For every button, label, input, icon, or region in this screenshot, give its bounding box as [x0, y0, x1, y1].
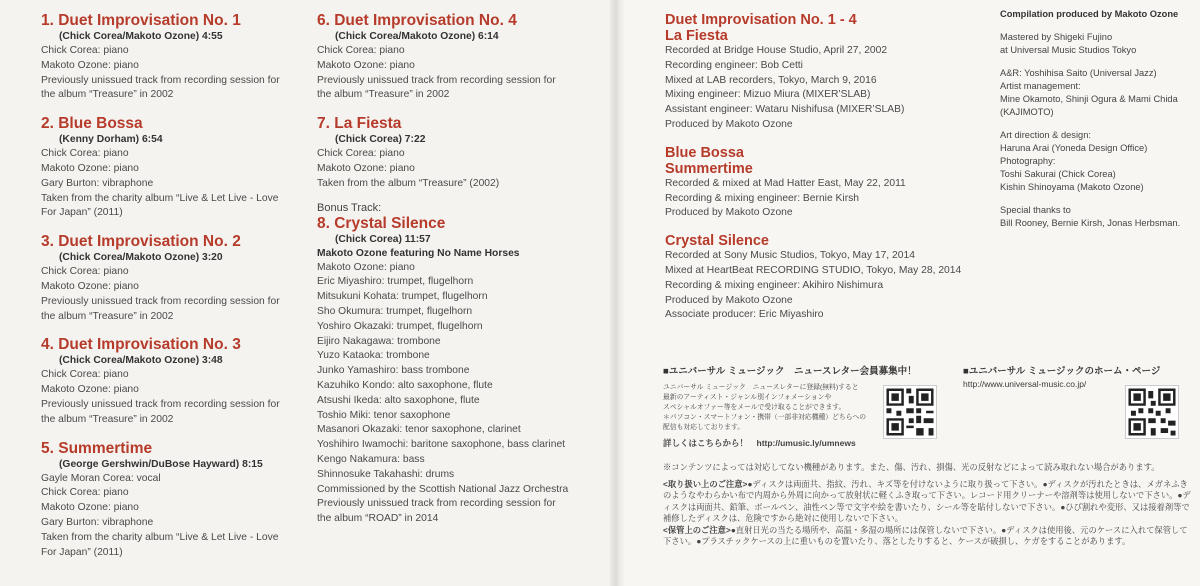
- handling-heading: <取り扱い上のご注意>: [663, 478, 748, 489]
- track-personnel-line: Chick Corea: piano: [41, 45, 129, 56]
- recording-detail: Recording & mixing engineer: Bernie Kirsh: [665, 192, 860, 204]
- recording-detail: Produced by Makoto Ozone: [665, 294, 793, 306]
- track-personnel-line: Chick Corea: piano: [317, 148, 405, 160]
- recording-detail: Mixed at HeartBeat RECORDING STUDIO, Tokyo, May 28, 2014: [665, 264, 962, 276]
- recording-title: Blue Bossa: [665, 144, 744, 161]
- track-composer: (Kenny Dorham) 6:54: [59, 134, 163, 146]
- credit-spacer: [1000, 194, 1195, 204]
- credit-line: Mastered by Shigeki Fujino: [1000, 32, 1113, 42]
- track-personnel-line: Makoto Ozone: piano: [317, 261, 415, 273]
- track-title: 5. Summertime: [41, 439, 153, 457]
- recording-info: [665, 12, 980, 335]
- recording-detail: Recording engineer: Bob Cetti: [665, 59, 803, 71]
- credit-line: Bill Rooney, Bernie Kirsh, Jonas Herbsman.: [1000, 218, 1181, 228]
- track-personnel-line: Taken from the album “Treasure” (2002): [317, 177, 500, 189]
- ensemble-name: Makoto Ozone featuring No Name Horses: [317, 247, 520, 259]
- track-title: 4. Duet Improvisation No. 3: [41, 336, 241, 354]
- recording-detail: Recorded & mixed at Mad Hatter East, May 22, 2011: [665, 177, 906, 189]
- track-personnel-line: Previously unissued track from recording session for: [41, 74, 280, 86]
- track-personnel-line: Gary Burton: vibraphone: [41, 177, 154, 189]
- track-composer: (Chick Corea/Makoto Ozone) 6:14: [335, 31, 499, 42]
- track-personnel-line: Previously unissued track from recording session for: [317, 498, 556, 510]
- recording-title: Summertime: [665, 160, 753, 177]
- track-composer: (Chick Corea) 7:22: [335, 134, 426, 146]
- track-personnel-line: Makoto Ozone: piano: [317, 162, 415, 174]
- track-personnel-line: the album “Treasure” in 2002: [41, 89, 174, 101]
- tracklist-column-1: [41, 12, 303, 572]
- credit-group: [1000, 129, 1195, 194]
- newsletter-line: ユニバーサル ミュージック ニュースレターに登録(無料)すると: [663, 384, 859, 391]
- recording-block: [665, 145, 980, 221]
- track-personnel-line: Kengo Nakamura: bass: [317, 453, 425, 465]
- track-personnel-line: Chick Corea: piano: [41, 487, 129, 499]
- recording-title: Duet Improvisation No. 1 - 4: [665, 12, 857, 28]
- track-personnel-line: Makoto Ozone: piano: [41, 280, 139, 292]
- track-personnel-line: Sho Okumura: trumpet, flugelhorn: [317, 305, 473, 317]
- recording-block: [665, 233, 980, 323]
- track-composer: (Chick Corea) 11:57: [335, 233, 431, 245]
- bonus-label: Bonus Track:: [317, 201, 382, 214]
- credit-line: Art direction & design:: [1000, 130, 1091, 140]
- track-title: 2. Blue Bossa: [41, 115, 143, 133]
- track-personnel-line: Taken from the charity album “Live & Let Live - Love: [41, 531, 279, 543]
- credit-line: at Universal Music Studios Tokyo: [1000, 45, 1137, 55]
- recording-detail: Produced by Makoto Ozone: [665, 207, 793, 219]
- credit-line: A&R: Yoshihisa Saito (Universal Jazz): [1000, 68, 1157, 78]
- track-personnel-line: Mitsukuni Kohata: trumpet, flugelhorn: [317, 291, 488, 303]
- recording-detail: Mixed at LAB recorders, Tokyo, March 9, 2016: [665, 74, 877, 86]
- track-personnel-line: Atsushi Ikeda: alto saxophone, flute: [317, 394, 480, 406]
- credit-line: (KAJIMOTO): [1000, 107, 1054, 117]
- credit-spacer: [1000, 57, 1195, 67]
- credit-line: Artist management:: [1000, 81, 1081, 91]
- track-personnel-line: Gary Burton: vibraphone: [41, 516, 154, 528]
- credit-spacer: [1000, 119, 1195, 129]
- track-personnel-line: the album “Treasure” in 2002: [41, 413, 174, 425]
- credit-line: Haruna Arai (Yoneda Design Office): [1000, 143, 1148, 153]
- track-personnel-line: Makoto Ozone: piano: [41, 384, 139, 396]
- track-personnel-line: Junko Yamashiro: bass trombone: [317, 365, 470, 377]
- recording-detail: Mixing engineer: Mizuo Miura (MIXER’SLAB): [665, 89, 871, 101]
- track-personnel-line: Shinnosuke Takahashi: drums: [317, 468, 455, 480]
- recording-detail: Associate producer: Eric Miyashiro: [665, 309, 824, 321]
- track-personnel-line: Commissioned by the Scottish National Jazz Orchestra: [317, 483, 569, 495]
- track-personnel-line: Yuzo Kataoka: trombone: [317, 350, 430, 362]
- track-personnel-line: the album “Treasure” in 2002: [41, 310, 174, 322]
- track-personnel-line: the album “Treasure” in 2002: [317, 89, 450, 101]
- newsletter-section: [663, 363, 943, 449]
- track-entry: [317, 12, 609, 103]
- homepage-heading: ■ユニバーサル ミュージックのホーム・ページ: [963, 366, 1161, 377]
- track-title: 3. Duet Improvisation No. 2: [41, 233, 241, 251]
- storage-heading: <保管上のご注意>: [663, 524, 731, 535]
- track-personnel-line: Previously unissued track from recording session for: [317, 74, 556, 86]
- track-composer: (George Gershwin/DuBose Hayward) 8:15: [59, 458, 263, 470]
- credit-line: Toshi Sakurai (Chick Corea): [1000, 169, 1116, 179]
- handling-text: ●ディスクは両面共、指紋、汚れ、キズ等を付けないように取り扱って下さい。●ディスクが汚れたときは、メガネふきのようなやわらかい布で内周から外周に向かって放射状に軽くふき取って下さい。レコード用クリーナーや溶剤等は使用しないで下さい。●ディスクは両面共、鉛筆、ボールペン、油性ペン等で文字や絵を書いたり、シール等を貼付しないで下さい。●ひび割れや変形、又は接着剤等で補修したディスクは、危険ですから絶対に使用しないで下さい。: [663, 478, 1191, 523]
- track-personnel-line: Previously unissued track from recording session for: [41, 398, 280, 410]
- recording-detail: Recording & mixing engineer: Akihiro Nishimura: [665, 279, 884, 291]
- newsletter-line: ＊パソコン・スマートフォン・携帯（一部非対応機種）どちらへの: [663, 414, 867, 421]
- track-personnel-line: Chick Corea: piano: [41, 148, 129, 160]
- recording-detail: Assistant engineer: Wataru Nishifusa (MIXER’SLAB): [665, 104, 905, 116]
- track-entry: [317, 115, 609, 191]
- credit-line: Photography:: [1000, 156, 1056, 166]
- track-personnel-line: Chick Corea: piano: [317, 45, 405, 56]
- track-personnel-line: Gayle Moran Corea: vocal: [41, 472, 161, 484]
- track-personnel-line: Kazuhiko Kondo: alto saxophone, flute: [317, 379, 493, 391]
- track-title: 7. La Fiesta: [317, 115, 402, 133]
- track-entry: [41, 336, 303, 427]
- track-personnel-line: Eijiro Nakagawa: trombone: [317, 335, 441, 347]
- credit-line: Mine Okamoto, Shinji Ogura & Mami Chida: [1000, 94, 1178, 104]
- track-personnel-line: Toshio Miki: tenor saxophone: [317, 409, 451, 421]
- recording-title: Crystal Silence: [665, 233, 769, 250]
- track-entry: [41, 115, 303, 221]
- homepage-qr-code: [1125, 385, 1179, 439]
- track-personnel-line: Makoto Ozone: piano: [41, 502, 139, 514]
- track-personnel-line: Taken from the charity album “Live & Let Live - Love: [41, 192, 279, 204]
- track-personnel-line: Previously unissued track from recording session for: [41, 295, 280, 307]
- newsletter-heading: ■ユニバーサル ミュージック ニュースレター会員募集中！: [663, 366, 917, 377]
- homepage-section: [963, 363, 1183, 389]
- recording-detail: Produced by Makoto Ozone: [665, 118, 793, 130]
- production-credits: [1000, 8, 1195, 230]
- credit-line: Special thanks to: [1000, 205, 1071, 215]
- storage-text: ●直射日光の当たる場所や、高温・多湿の場所には保管しないで下さい。●ディスクは使用後、元のケースに入れて保管して下さい。●プラスチックケースの上に重いものを置いたり、落としたりすると、ケースが破損し、ケガをすることがあります。: [663, 524, 1188, 546]
- track-composer: (Chick Corea/Makoto Ozone) 3:20: [59, 252, 223, 264]
- track-personnel-line: Yoshiro Okazaki: trumpet, flugelhorn: [317, 320, 483, 332]
- recording-detail: Recorded at Bridge House Studio, April 27, 2002: [665, 45, 888, 56]
- page-fold: [610, 0, 624, 586]
- track-personnel-line: Chick Corea: piano: [41, 266, 129, 278]
- recording-block: [665, 12, 980, 133]
- newsletter-line: 配信も対応しております。: [663, 424, 745, 431]
- track-personnel-line: For Japan” (2011): [41, 207, 123, 219]
- track-title: 6. Duet Improvisation No. 4: [317, 12, 517, 29]
- track-personnel-line: For Japan” (2011): [41, 546, 123, 558]
- track-personnel-line: the album “ROAD” in 2014: [317, 513, 439, 525]
- track-personnel-line: Makoto Ozone: piano: [317, 59, 415, 71]
- track-personnel-line: Chick Corea: piano: [41, 369, 129, 381]
- track-entry: [41, 440, 303, 561]
- track-title: 8. Crystal Silence: [317, 214, 446, 232]
- track-composer: (Chick Corea/Makoto Ozone) 4:55: [59, 31, 223, 42]
- newsletter-qr-code: [883, 385, 937, 439]
- newsletter-url: 詳しくはこちらから！ http://umusic.ly/umnews: [663, 438, 856, 448]
- track-personnel-line: Masanori Okazaki: tenor saxophone, clarinet: [317, 424, 521, 436]
- credit-group: [1000, 31, 1195, 57]
- recording-detail: Recorded at Sony Music Studios, Tokyo, May 17, 2014: [665, 250, 915, 262]
- credit-line: Kishin Shinoyama (Makoto Ozone): [1000, 182, 1144, 192]
- newsletter-line: スペシャルオファー等をメールで受け取ることができます。: [663, 404, 846, 411]
- notes-intro: ※コンテンツによっては対応してない機種があります。また、傷、汚れ、損傷、光の反射などによって読み取れない場合があります。: [663, 462, 1160, 472]
- credit-group: [1000, 67, 1195, 119]
- track-title: 1. Duet Improvisation No. 1: [41, 12, 241, 29]
- credit-group: [1000, 204, 1195, 230]
- compilation-credit: Compilation produced by Makoto Ozone: [1000, 9, 1179, 19]
- track-composer: (Chick Corea/Makoto Ozone) 3:48: [59, 355, 223, 367]
- track-entry: [41, 233, 303, 324]
- tracklist-column-2: [317, 12, 609, 539]
- track-personnel-line: Makoto Ozone: piano: [41, 59, 139, 71]
- track-entry: [41, 12, 303, 103]
- track-personnel-line: Eric Miyashiro: trumpet, flugelhorn: [317, 276, 474, 288]
- track-personnel-line: Makoto Ozone: piano: [41, 162, 139, 174]
- bonus-track: [317, 202, 609, 527]
- recording-title: La Fiesta: [665, 28, 728, 44]
- newsletter-line: 最新のアーティスト・ジャンル別インフォメーションや: [663, 394, 832, 401]
- newsletter-text: [663, 383, 873, 433]
- track-personnel-line: Yoshihiro Iwamochi: baritone saxophone, bass clarinet: [317, 439, 566, 451]
- homepage-url[interactable]: http://www.universal-music.co.jp/: [963, 379, 1087, 389]
- disc-care-notes: [663, 462, 1191, 548]
